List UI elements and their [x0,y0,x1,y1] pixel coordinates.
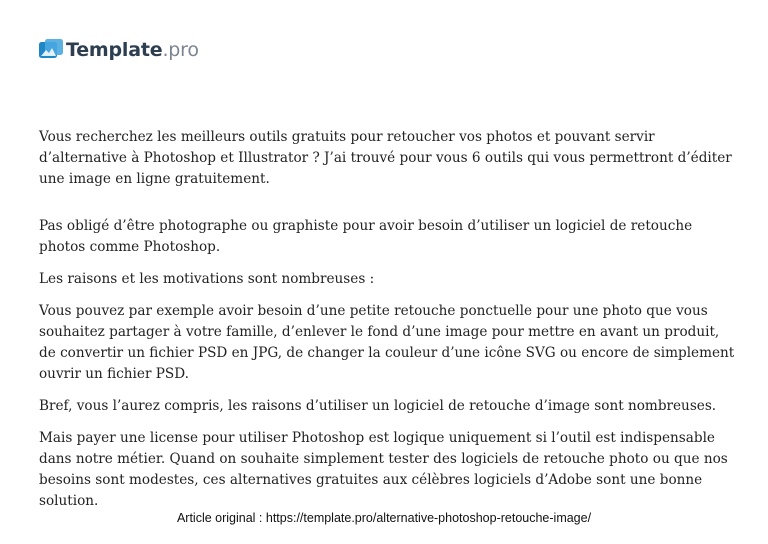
article-body [39,127,739,512]
article-paragraph: Pas obligé d’être photographe ou graphiste pour avoir besoin d’utiliser un logiciel de retouche photos comme Photoshop. [39,218,693,255]
brand-extension: .pro [162,39,199,61]
footer-source [0,510,768,526]
brand-logo[interactable] [39,36,199,64]
article-paragraph: Vous recherchez les meilleurs outils gratuits pour retoucher vos photos et pouvant servir d’alternative à Photoshop et Illustrator ? J’ai trouvé pour vous 6 outils qui vous permettront d’éditer une image en ligne gratuitement. [39,129,732,187]
footer-label: Article original : [176,511,266,525]
article-paragraph: Bref, vous l’aurez compris, les raisons d’utiliser un logiciel de retouche d’image sont nombreuses. [39,398,717,414]
article-paragraph: Mais payer une license pour utiliser Photoshop est logique uniquement si l’outil est indispensable dans notre métier. Quand on souhaite simplement tester des logiciels de retouche photo ou que nos besoins sont modestes, ces alternatives gratuites aux célèbres logiciels d’Adobe sont une bonne solution. [39,430,728,509]
brand-name: Template [66,39,163,61]
article-paragraph: Les raisons et les motivations sont nombreuses : [39,271,375,287]
source-link[interactable]: https://template.pro/alternative-photoshop-retouche-image/ [265,511,592,525]
article-paragraph: Vous pouvez par exemple avoir besoin d’une petite retouche ponctuelle pour une photo que vous souhaitez partager à votre famille, d’enlever le fond d’une image pour mettre en avant un produit, de convertir un fichier PSD en JPG, de changer la couleur d’une icône SVG ou encore de simplement ouvrir un fichier PSD. [39,303,735,382]
brand-wordmark [66,36,199,64]
template-pro-logo-icon [39,39,63,61]
